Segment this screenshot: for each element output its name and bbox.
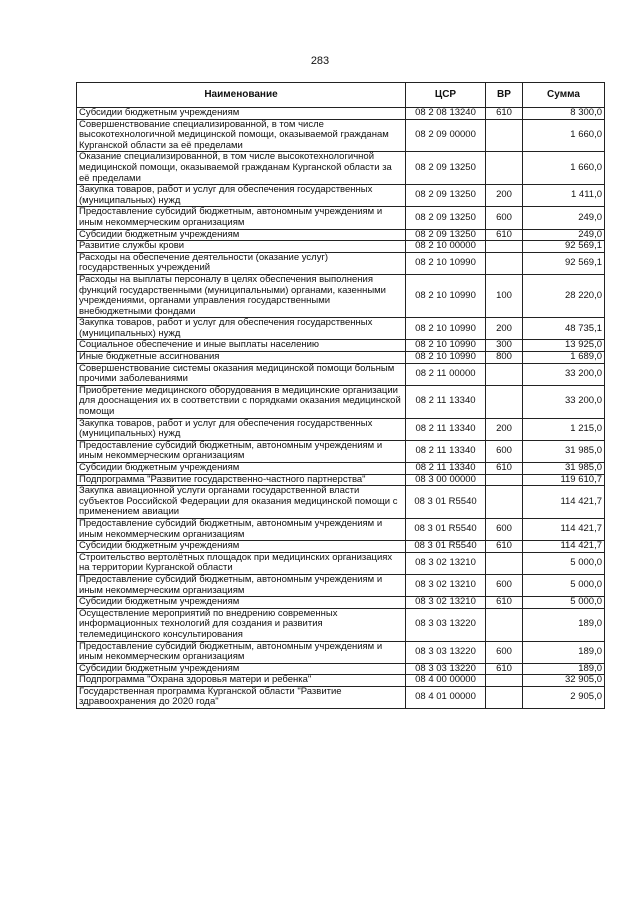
cell-vr: 610 xyxy=(486,229,523,241)
cell-csr: 08 2 09 13250 xyxy=(406,185,486,207)
table-row xyxy=(77,352,605,364)
cell-sum: 189,0 xyxy=(523,608,605,641)
cell-sum: 2 905,0 xyxy=(523,686,605,708)
cell-sum: 5 000,0 xyxy=(523,597,605,609)
cell-name: Осуществление мероприятий по внедрению современных информационных технологий для создания и развития телемедицинского консультирования xyxy=(77,608,406,641)
cell-vr: 610 xyxy=(486,597,523,609)
cell-sum: 33 200,0 xyxy=(523,363,605,385)
cell-sum: 31 985,0 xyxy=(523,463,605,475)
page-number: 283 xyxy=(310,55,330,67)
table-row xyxy=(77,486,605,519)
cell-name: Субсидии бюджетным учреждениям xyxy=(77,541,406,553)
cell-name: Субсидии бюджетным учреждениям xyxy=(77,229,406,241)
cell-csr: 08 2 10 10990 xyxy=(406,274,486,317)
cell-csr: 08 4 00 00000 xyxy=(406,675,486,687)
cell-vr xyxy=(486,552,523,574)
cell-sum: 1 411,0 xyxy=(523,185,605,207)
column-header-csr: ЦСР xyxy=(406,83,486,108)
table-row xyxy=(77,363,605,385)
cell-vr: 610 xyxy=(486,463,523,475)
cell-csr: 08 2 08 13240 xyxy=(406,108,486,120)
cell-csr: 08 2 10 10990 xyxy=(406,252,486,274)
cell-sum: 92 569,1 xyxy=(523,252,605,274)
cell-sum: 33 200,0 xyxy=(523,385,605,418)
cell-sum: 92 569,1 xyxy=(523,241,605,253)
cell-sum: 249,0 xyxy=(523,207,605,229)
cell-vr: 600 xyxy=(486,440,523,462)
column-header-name: Наименование xyxy=(77,83,406,108)
cell-vr: 200 xyxy=(486,185,523,207)
cell-sum: 28 220,0 xyxy=(523,274,605,317)
cell-vr: 600 xyxy=(486,641,523,663)
cell-csr: 08 2 11 13340 xyxy=(406,440,486,462)
cell-csr: 08 2 09 13250 xyxy=(406,207,486,229)
cell-csr: 08 2 09 13250 xyxy=(406,152,486,185)
column-header-vr: ВР xyxy=(486,83,523,108)
cell-name: Предоставление субсидий бюджетным, автономным учреждениям и иным некоммерческим организациям xyxy=(77,207,406,229)
cell-sum: 32 905,0 xyxy=(523,675,605,687)
cell-vr: 200 xyxy=(486,318,523,340)
cell-csr: 08 2 09 13250 xyxy=(406,229,486,241)
cell-vr xyxy=(486,119,523,152)
cell-vr: 100 xyxy=(486,274,523,317)
cell-name: Социальное обеспечение и иные выплаты населению xyxy=(77,340,406,352)
cell-sum: 114 421,7 xyxy=(523,486,605,519)
table-row xyxy=(77,318,605,340)
cell-vr: 600 xyxy=(486,207,523,229)
cell-name: Подпрограмма "Развитие государственно-частного партнерства" xyxy=(77,474,406,486)
table-row xyxy=(77,385,605,418)
cell-vr xyxy=(486,608,523,641)
cell-sum: 5 000,0 xyxy=(523,574,605,596)
cell-name: Предоставление субсидий бюджетным, автономным учреждениям и иным некоммерческим организациям xyxy=(77,440,406,462)
cell-name: Субсидии бюджетным учреждениям xyxy=(77,463,406,475)
cell-sum: 13 925,0 xyxy=(523,340,605,352)
cell-sum: 1 660,0 xyxy=(523,119,605,152)
cell-name: Закупка товаров, работ и услуг для обеспечения государственных (муниципальных) нужд xyxy=(77,318,406,340)
cell-name: Расходы на выплаты персоналу в целях обеспечения выполнения функций государственными (муниципальными) органами, казенными учреждениями, органами управления государственными внебюджетными фондами xyxy=(77,274,406,317)
cell-name: Предоставление субсидий бюджетным, автономным учреждениям и иным некоммерческим организациям xyxy=(77,518,406,540)
cell-sum: 1 215,0 xyxy=(523,418,605,440)
table-row xyxy=(77,541,605,553)
cell-csr: 08 2 10 10990 xyxy=(406,340,486,352)
cell-csr: 08 3 00 00000 xyxy=(406,474,486,486)
table-row xyxy=(77,152,605,185)
cell-vr: 610 xyxy=(486,541,523,553)
cell-sum: 1 689,0 xyxy=(523,352,605,364)
cell-vr xyxy=(486,363,523,385)
cell-sum: 1 660,0 xyxy=(523,152,605,185)
table-row xyxy=(77,252,605,274)
cell-vr: 200 xyxy=(486,418,523,440)
cell-vr xyxy=(486,474,523,486)
cell-csr: 08 3 02 13210 xyxy=(406,597,486,609)
cell-csr: 08 3 03 13220 xyxy=(406,663,486,675)
cell-name: Закупка товаров, работ и услуг для обеспечения государственных (муниципальных) нужд xyxy=(77,418,406,440)
table-row xyxy=(77,463,605,475)
table-row xyxy=(77,608,605,641)
cell-vr xyxy=(486,152,523,185)
cell-name: Подпрограмма "Охрана здоровья матери и ребенка" xyxy=(77,675,406,687)
table-row xyxy=(77,474,605,486)
cell-csr: 08 2 10 10990 xyxy=(406,318,486,340)
table-header-row xyxy=(77,83,605,108)
cell-name: Закупка авиационной услуги органами государственной власти субъектов Российской Федерации для оказания медицинской помощи с применением авиации xyxy=(77,486,406,519)
cell-csr: 08 2 09 00000 xyxy=(406,119,486,152)
cell-csr: 08 3 01 R5540 xyxy=(406,486,486,519)
cell-vr xyxy=(486,241,523,253)
cell-sum: 5 000,0 xyxy=(523,552,605,574)
table-row xyxy=(77,119,605,152)
cell-name: Расходы на обеспечение деятельности (оказание услуг) государственных учреждений xyxy=(77,252,406,274)
table-row xyxy=(77,185,605,207)
cell-sum: 119 610,7 xyxy=(523,474,605,486)
cell-name: Иные бюджетные ассигнования xyxy=(77,352,406,364)
cell-sum: 189,0 xyxy=(523,663,605,675)
table-row xyxy=(77,663,605,675)
cell-csr: 08 2 11 13340 xyxy=(406,418,486,440)
cell-sum: 249,0 xyxy=(523,229,605,241)
cell-name: Закупка товаров, работ и услуг для обеспечения государственных (муниципальных) нужд xyxy=(77,185,406,207)
cell-name: Государственная программа Курганской области "Развитие здравоохранения до 2020 года" xyxy=(77,686,406,708)
table-row xyxy=(77,641,605,663)
cell-csr: 08 2 11 13340 xyxy=(406,385,486,418)
table-row xyxy=(77,518,605,540)
cell-vr xyxy=(486,686,523,708)
cell-vr xyxy=(486,252,523,274)
cell-sum: 31 985,0 xyxy=(523,440,605,462)
table-row xyxy=(77,552,605,574)
cell-name: Субсидии бюджетным учреждениям xyxy=(77,663,406,675)
cell-sum: 114 421,7 xyxy=(523,518,605,540)
cell-name: Совершенствование системы оказания медицинской помощи больным прочими заболеваниями xyxy=(77,363,406,385)
table-row xyxy=(77,675,605,687)
cell-name: Строительство вертолётных площадок при медицинских организациях на территории Курганской области xyxy=(77,552,406,574)
table-row xyxy=(77,686,605,708)
cell-csr: 08 3 01 R5540 xyxy=(406,541,486,553)
cell-sum: 114 421,7 xyxy=(523,541,605,553)
cell-sum: 189,0 xyxy=(523,641,605,663)
table-row xyxy=(77,241,605,253)
budget-table xyxy=(76,82,605,709)
column-header-sum: Сумма xyxy=(523,83,605,108)
cell-sum: 48 735,1 xyxy=(523,318,605,340)
cell-csr: 08 3 03 13220 xyxy=(406,641,486,663)
cell-csr: 08 2 11 00000 xyxy=(406,363,486,385)
cell-vr: 300 xyxy=(486,340,523,352)
table-row xyxy=(77,274,605,317)
table-row xyxy=(77,440,605,462)
cell-csr: 08 3 01 R5540 xyxy=(406,518,486,540)
cell-csr: 08 2 10 00000 xyxy=(406,241,486,253)
cell-vr: 600 xyxy=(486,518,523,540)
cell-csr: 08 4 01 00000 xyxy=(406,686,486,708)
cell-name: Приобретение медицинского оборудования в медицинские организации для дооснащения их в соответствии с порядками оказания медицинской помощи xyxy=(77,385,406,418)
cell-name: Субсидии бюджетным учреждениям xyxy=(77,108,406,120)
cell-name: Предоставление субсидий бюджетным, автономным учреждениям и иным некоммерческим организациям xyxy=(77,574,406,596)
cell-csr: 08 3 02 13210 xyxy=(406,552,486,574)
cell-name: Предоставление субсидий бюджетным, автономным учреждениям и иным некоммерческим организациям xyxy=(77,641,406,663)
table-row xyxy=(77,597,605,609)
table-row xyxy=(77,108,605,120)
table-row xyxy=(77,340,605,352)
cell-vr: 610 xyxy=(486,663,523,675)
cell-csr: 08 2 11 13340 xyxy=(406,463,486,475)
cell-name: Совершенствование специализированной, в том числе высокотехнологичной медицинской помощи, оказываемой гражданам Курганской области за её пределами xyxy=(77,119,406,152)
cell-name: Оказание специализированной, в том числе высокотехнологичной медицинской помощи, оказываемой гражданам Курганской области за её пределами xyxy=(77,152,406,185)
cell-vr: 600 xyxy=(486,574,523,596)
cell-csr: 08 2 10 10990 xyxy=(406,352,486,364)
cell-name: Развитие службы крови xyxy=(77,241,406,253)
table-row xyxy=(77,229,605,241)
cell-name: Субсидии бюджетным учреждениям xyxy=(77,597,406,609)
table-row xyxy=(77,574,605,596)
cell-vr xyxy=(486,486,523,519)
cell-vr xyxy=(486,675,523,687)
table-row xyxy=(77,207,605,229)
cell-csr: 08 3 03 13220 xyxy=(406,608,486,641)
table-row xyxy=(77,418,605,440)
cell-sum: 8 300,0 xyxy=(523,108,605,120)
cell-vr: 610 xyxy=(486,108,523,120)
cell-vr xyxy=(486,385,523,418)
cell-csr: 08 3 02 13210 xyxy=(406,574,486,596)
cell-vr: 800 xyxy=(486,352,523,364)
